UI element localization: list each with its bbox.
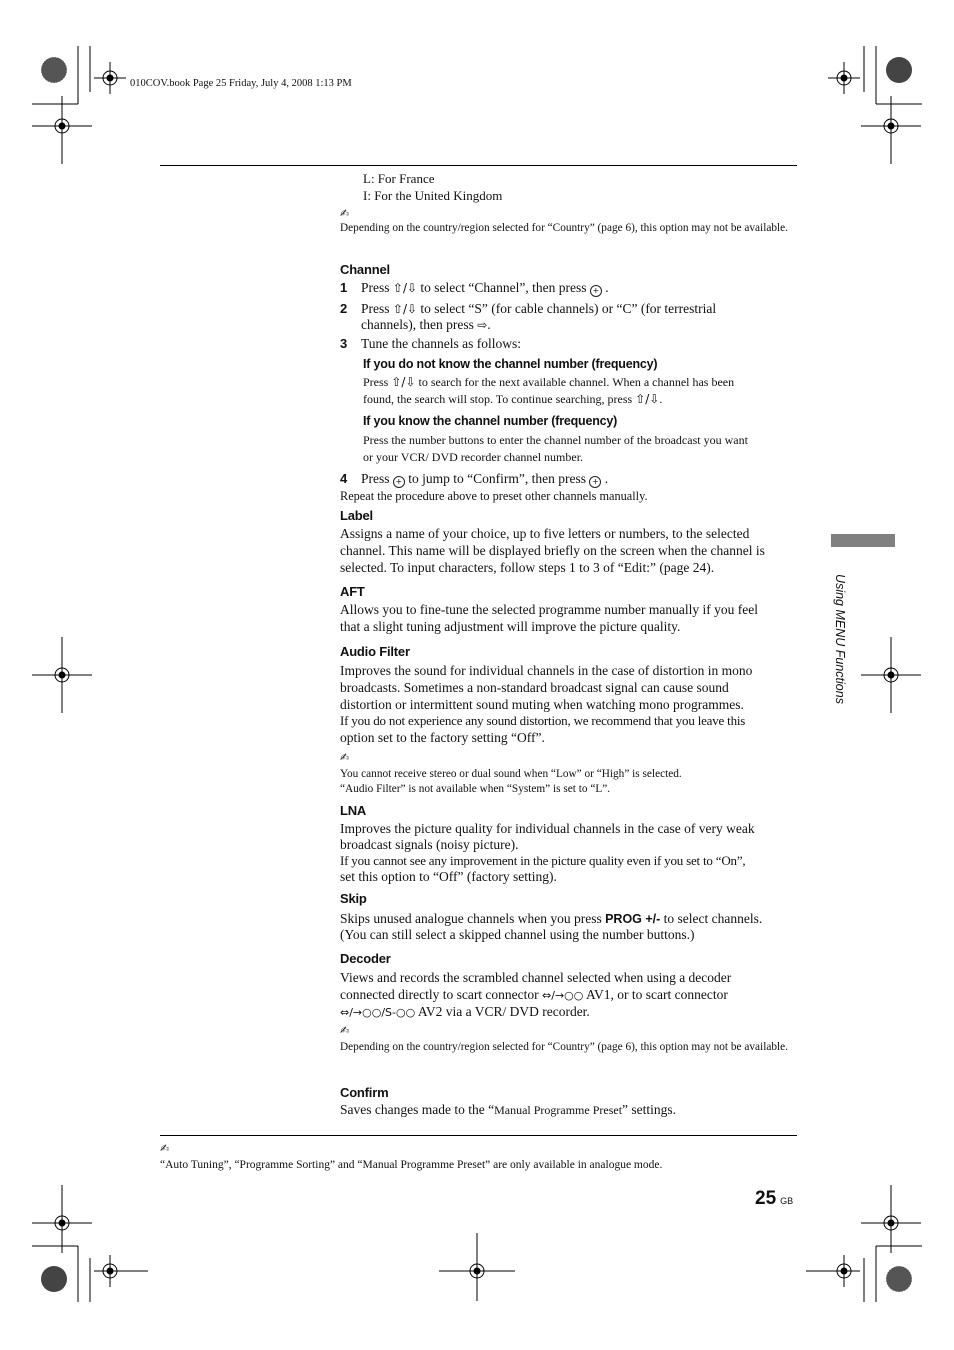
decoder-note: Depending on the country/region selected for “Country” (page 6), this option may not be available. (340, 1041, 788, 1053)
up-down-arrow-icon: ⇧/⇩ (635, 392, 660, 406)
audio-filter-heading: Audio Filter (340, 644, 410, 659)
prog-button-label: PROG +/- (605, 912, 661, 926)
up-down-arrow-icon: ⇧/⇩ (391, 375, 416, 389)
file-info: 010COV.book Page 25 Friday, July 4, 2008 1:13 PM (130, 78, 352, 89)
decoder-line-3: ⇔/→○○/S-○○ AV2 via a VCR/ DVD recorder. (340, 1004, 590, 1019)
lna-line-1: Improves the picture quality for individual channels in the case of very weak (340, 821, 755, 836)
channel-step-2: Press ⇧/⇩ to select “S” (for cable channels) or “C” (for terrestrial (361, 301, 717, 316)
audio-filter-note-1: You cannot receive stereo or dual sound when “Low” or “High” is selected. (340, 768, 682, 780)
step-number: 4 (340, 471, 348, 486)
confirm-line: Saves changes made to the “Manual Programme Preset” settings. (340, 1102, 677, 1117)
aft-line-2: that a slight tuning adjustment will improve the picture quality. (340, 619, 681, 634)
channel-heading: Channel (340, 262, 390, 277)
audio-filter-line-4: If you do not experience any sound distortion, we recommend that you leave this (340, 713, 746, 728)
top-rule (160, 165, 797, 166)
section-tab (831, 534, 895, 547)
channel-step-4: Press + to jump to “Confirm”, then press + . (361, 471, 609, 486)
note-icon: ✍ (160, 1142, 170, 1155)
ok-button-icon: + (590, 285, 602, 297)
footer-note: “Auto Tuning”, “Programme Sorting” and “Manual Programme Preset” are only available in analogue mode. (160, 1159, 663, 1171)
decoder-line-1: Views and records the scrambled channel selected when using a decoder (340, 970, 732, 985)
audio-filter-line-5: option set to the factory setting “Off”. (340, 730, 545, 745)
step-number: 1 (340, 280, 348, 295)
sub-heading-unknown-freq: If you do not know the channel number (frequency) (363, 357, 658, 371)
audio-filter-line-2: broadcasts. Sometimes a non-standard broadcast signal can cause sound (340, 680, 729, 695)
channel-step-1: Press ⇧/⇩ to select “Channel”, then press + . (361, 280, 609, 295)
decoder-heading: Decoder (340, 951, 391, 966)
note-icon: ✍ (340, 207, 350, 220)
step-number: 3 (340, 336, 348, 351)
scart-connector-icon: ⇔/→○○ (542, 989, 584, 1002)
note-icon: ✍ (340, 1024, 350, 1037)
sub-text-known-freq-1: Press the number buttons to enter the channel number of the broadcast you want (363, 433, 748, 447)
aft-heading: AFT (340, 584, 365, 599)
label-heading: Label (340, 508, 373, 523)
sub-text-known-freq-2: or your VCR/ DVD recorder channel number. (363, 450, 584, 464)
skip-line-1: Skips unused analogue channels when you press PROG +/- to select channels. (340, 911, 763, 926)
lna-heading: LNA (340, 803, 367, 818)
page-number: 25 GB (755, 1188, 794, 1209)
label-line-3: selected. To input characters, follow steps 1 to 3 of “Edit:” (page 24). (340, 560, 715, 575)
note-icon: ✍ (340, 751, 350, 764)
intro-note: Depending on the country/region selected for “Country” (page 6), this option may not be available. (340, 222, 788, 234)
sub-text-unknown-freq: Press ⇧/⇩ to search for the next available channel. When a channel has been (363, 375, 735, 389)
channel-step-3: Tune the channels as follows: (361, 336, 521, 351)
channel-step-2-cont: channels), then press ⇨. (361, 317, 491, 332)
ok-button-icon: + (393, 476, 405, 488)
lna-line-3: If you cannot see any improvement in the picture quality even if you set to “On”, (340, 853, 746, 868)
right-arrow-icon: ⇨ (477, 318, 488, 332)
lna-line-2: broadcast signals (noisy picture). (340, 837, 519, 852)
ok-button-icon: + (589, 476, 601, 488)
channel-repeat-note: Repeat the procedure above to preset other channels manually. (340, 489, 648, 503)
scart-connector-icon: ⇔/→○○/S-○○ (340, 1006, 416, 1019)
up-down-arrow-icon: ⇧/⇩ (392, 302, 418, 316)
label-line-1: Assigns a name of your choice, up to five letters or numbers, to the selected (340, 526, 750, 541)
up-down-arrow-icon: ⇧/⇩ (392, 281, 418, 295)
aft-line-1: Allows you to fine-tune the selected programme number manually if you feel (340, 602, 758, 617)
label-line-2: channel. This name will be displayed briefly on the screen when the channel is (340, 543, 765, 558)
confirm-heading: Confirm (340, 1085, 389, 1100)
audio-filter-line-1: Improves the sound for individual channels in the case of distortion in mono (340, 663, 753, 678)
bottom-rule (160, 1135, 797, 1136)
audio-filter-note-2: “Audio Filter” is not available when “System” is set to “L”. (340, 783, 611, 795)
step-number: 2 (340, 301, 348, 316)
audio-filter-line-3: distortion or intermittent sound muting when watching mono programmes. (340, 697, 744, 712)
intro-line-2: I: For the United Kingdom (363, 188, 503, 203)
section-label: Using MENU Functions (833, 574, 847, 704)
skip-line-2: (You can still select a skipped channel using the number buttons.) (340, 927, 695, 942)
intro-line-1: L: For France (363, 171, 435, 186)
sub-text-unknown-freq-cont: found, the search will stop. To continue searching, press ⇧/⇩. (363, 392, 663, 406)
sub-heading-known-freq: If you know the channel number (frequency) (363, 414, 618, 428)
skip-heading: Skip (340, 891, 367, 906)
lna-line-4: set this option to “Off” (factory setting). (340, 869, 557, 884)
decoder-line-2: connected directly to scart connector ⇔/→○○ AV1, or to scart connector (340, 987, 728, 1002)
